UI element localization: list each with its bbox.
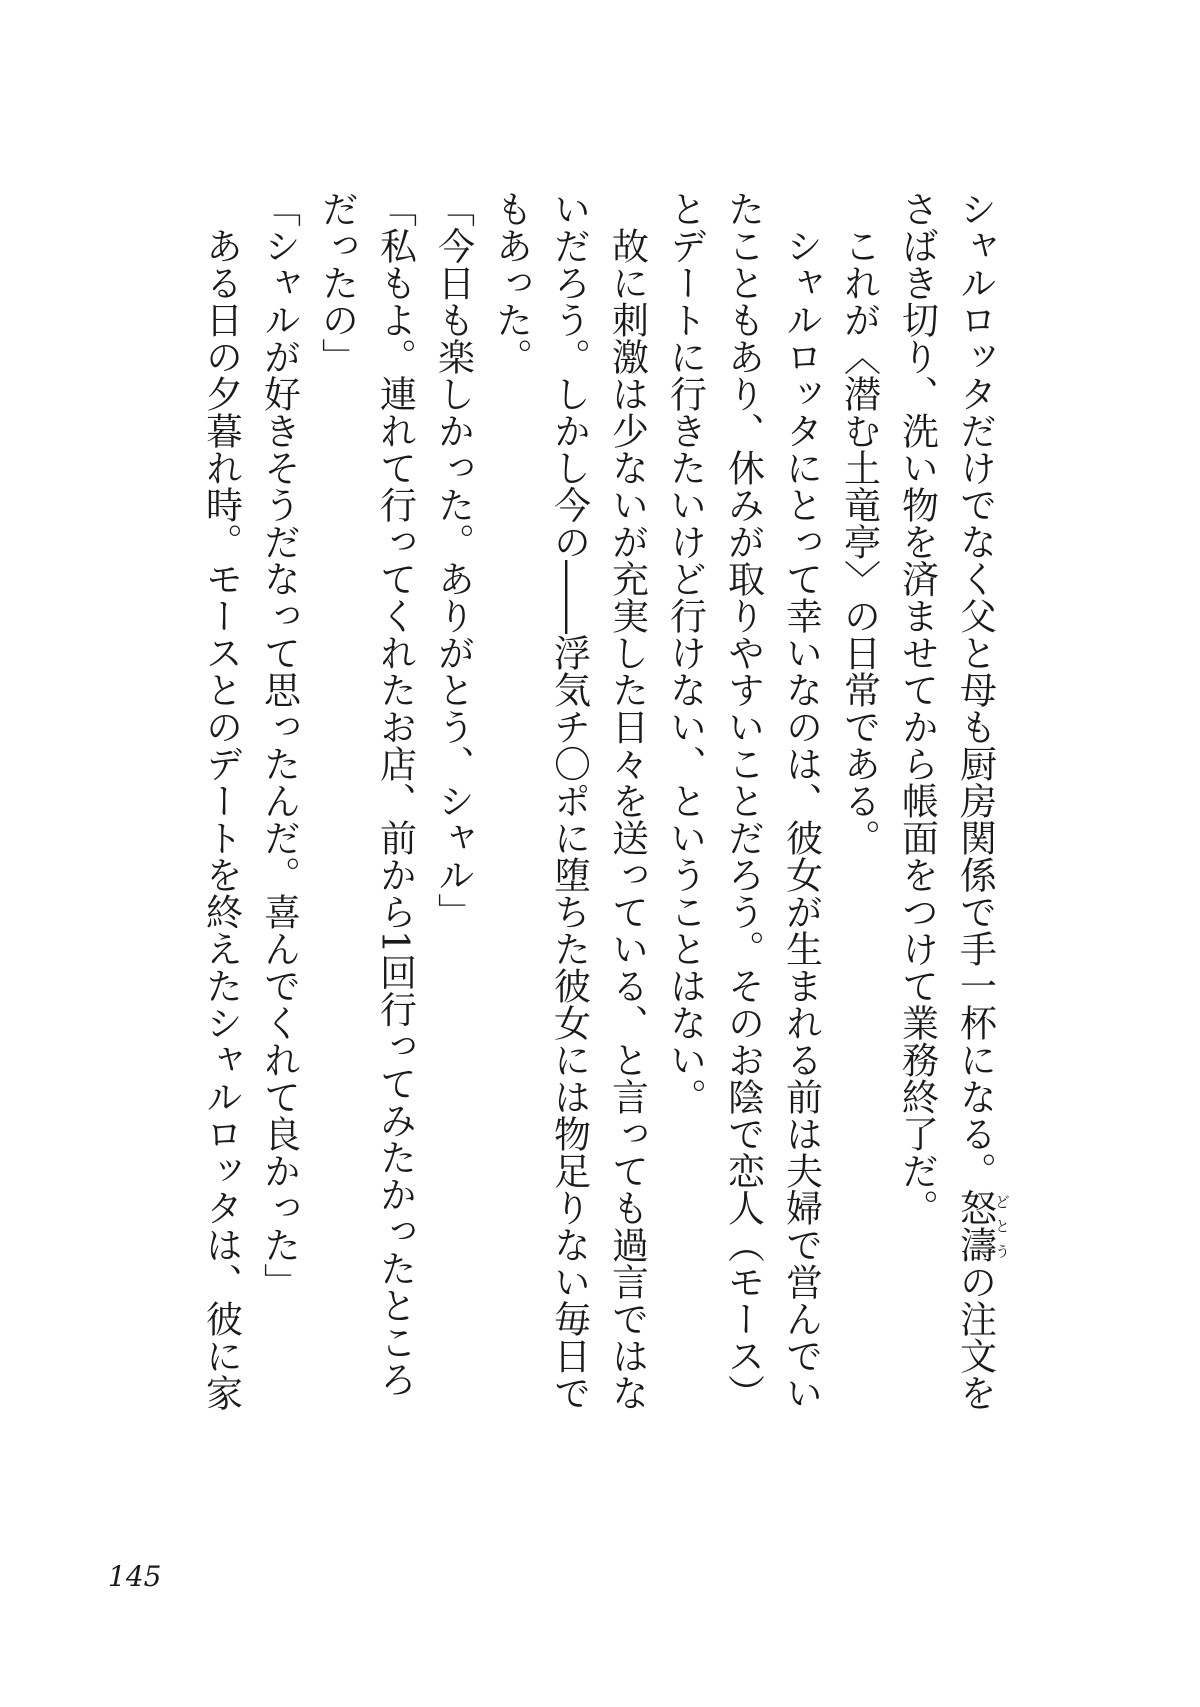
text-line-13: 「シャルが好きそうだなって思ったんだ。喜んでくれて良かった」: [257, 190, 301, 1300]
ruby-reading: どとう: [993, 1189, 1011, 1263]
text-line-1-main: シャルロッタだけでなく父と母も厨房関係で手一杯になる。: [953, 190, 997, 1189]
text-line-9: もあった。: [489, 190, 533, 375]
text-line-12: だったの」: [315, 190, 359, 375]
vertical-text-block: [192, 190, 1011, 1470]
text-line-1-tail: の注文を: [953, 1263, 997, 1411]
text-line-6: とデートに行きたいけど行けない、ということはない。: [663, 190, 707, 1115]
text-line-10: 「今日も楽しかった。ありがとう、シャル」: [431, 190, 475, 930]
text-line-2: さばき切り、洗い物を済ませてから帳面をつけて業務終了だ。: [895, 190, 939, 1226]
text-line-4: シャルロッタにとって幸いなのは、彼女が生まれる前は夫婦で営んでい: [779, 227, 823, 1411]
text-line-5: たこともあり、休みが取りやすいことだろう。そのお陰で恋人（モース）: [721, 190, 765, 1411]
ruby-base: 怒濤: [953, 1189, 997, 1263]
page-number: 145: [108, 1560, 162, 1593]
text-line-14: ある日の夕暮れ時。モースとのデートを終えたシャルロッタは、彼に家: [199, 227, 243, 1411]
text-line-3: これが〈潜む土竜亭〉の日常である。: [837, 227, 881, 856]
text-line-8: いだろう。しかし今の――浮気チ〇ポに堕ちた彼女には物足りない毎日で: [547, 190, 591, 1411]
text-line-1: [946, 190, 1011, 1470]
text-line-11: 「私もよ。連れて行ってくれたお店、前から1回行ってみたかったところ: [373, 190, 417, 1398]
ruby-word: [953, 1189, 1011, 1263]
text-line-7: 故に刺激は少ないが充実した日々を送っている、と言っても過言ではな: [605, 227, 649, 1411]
